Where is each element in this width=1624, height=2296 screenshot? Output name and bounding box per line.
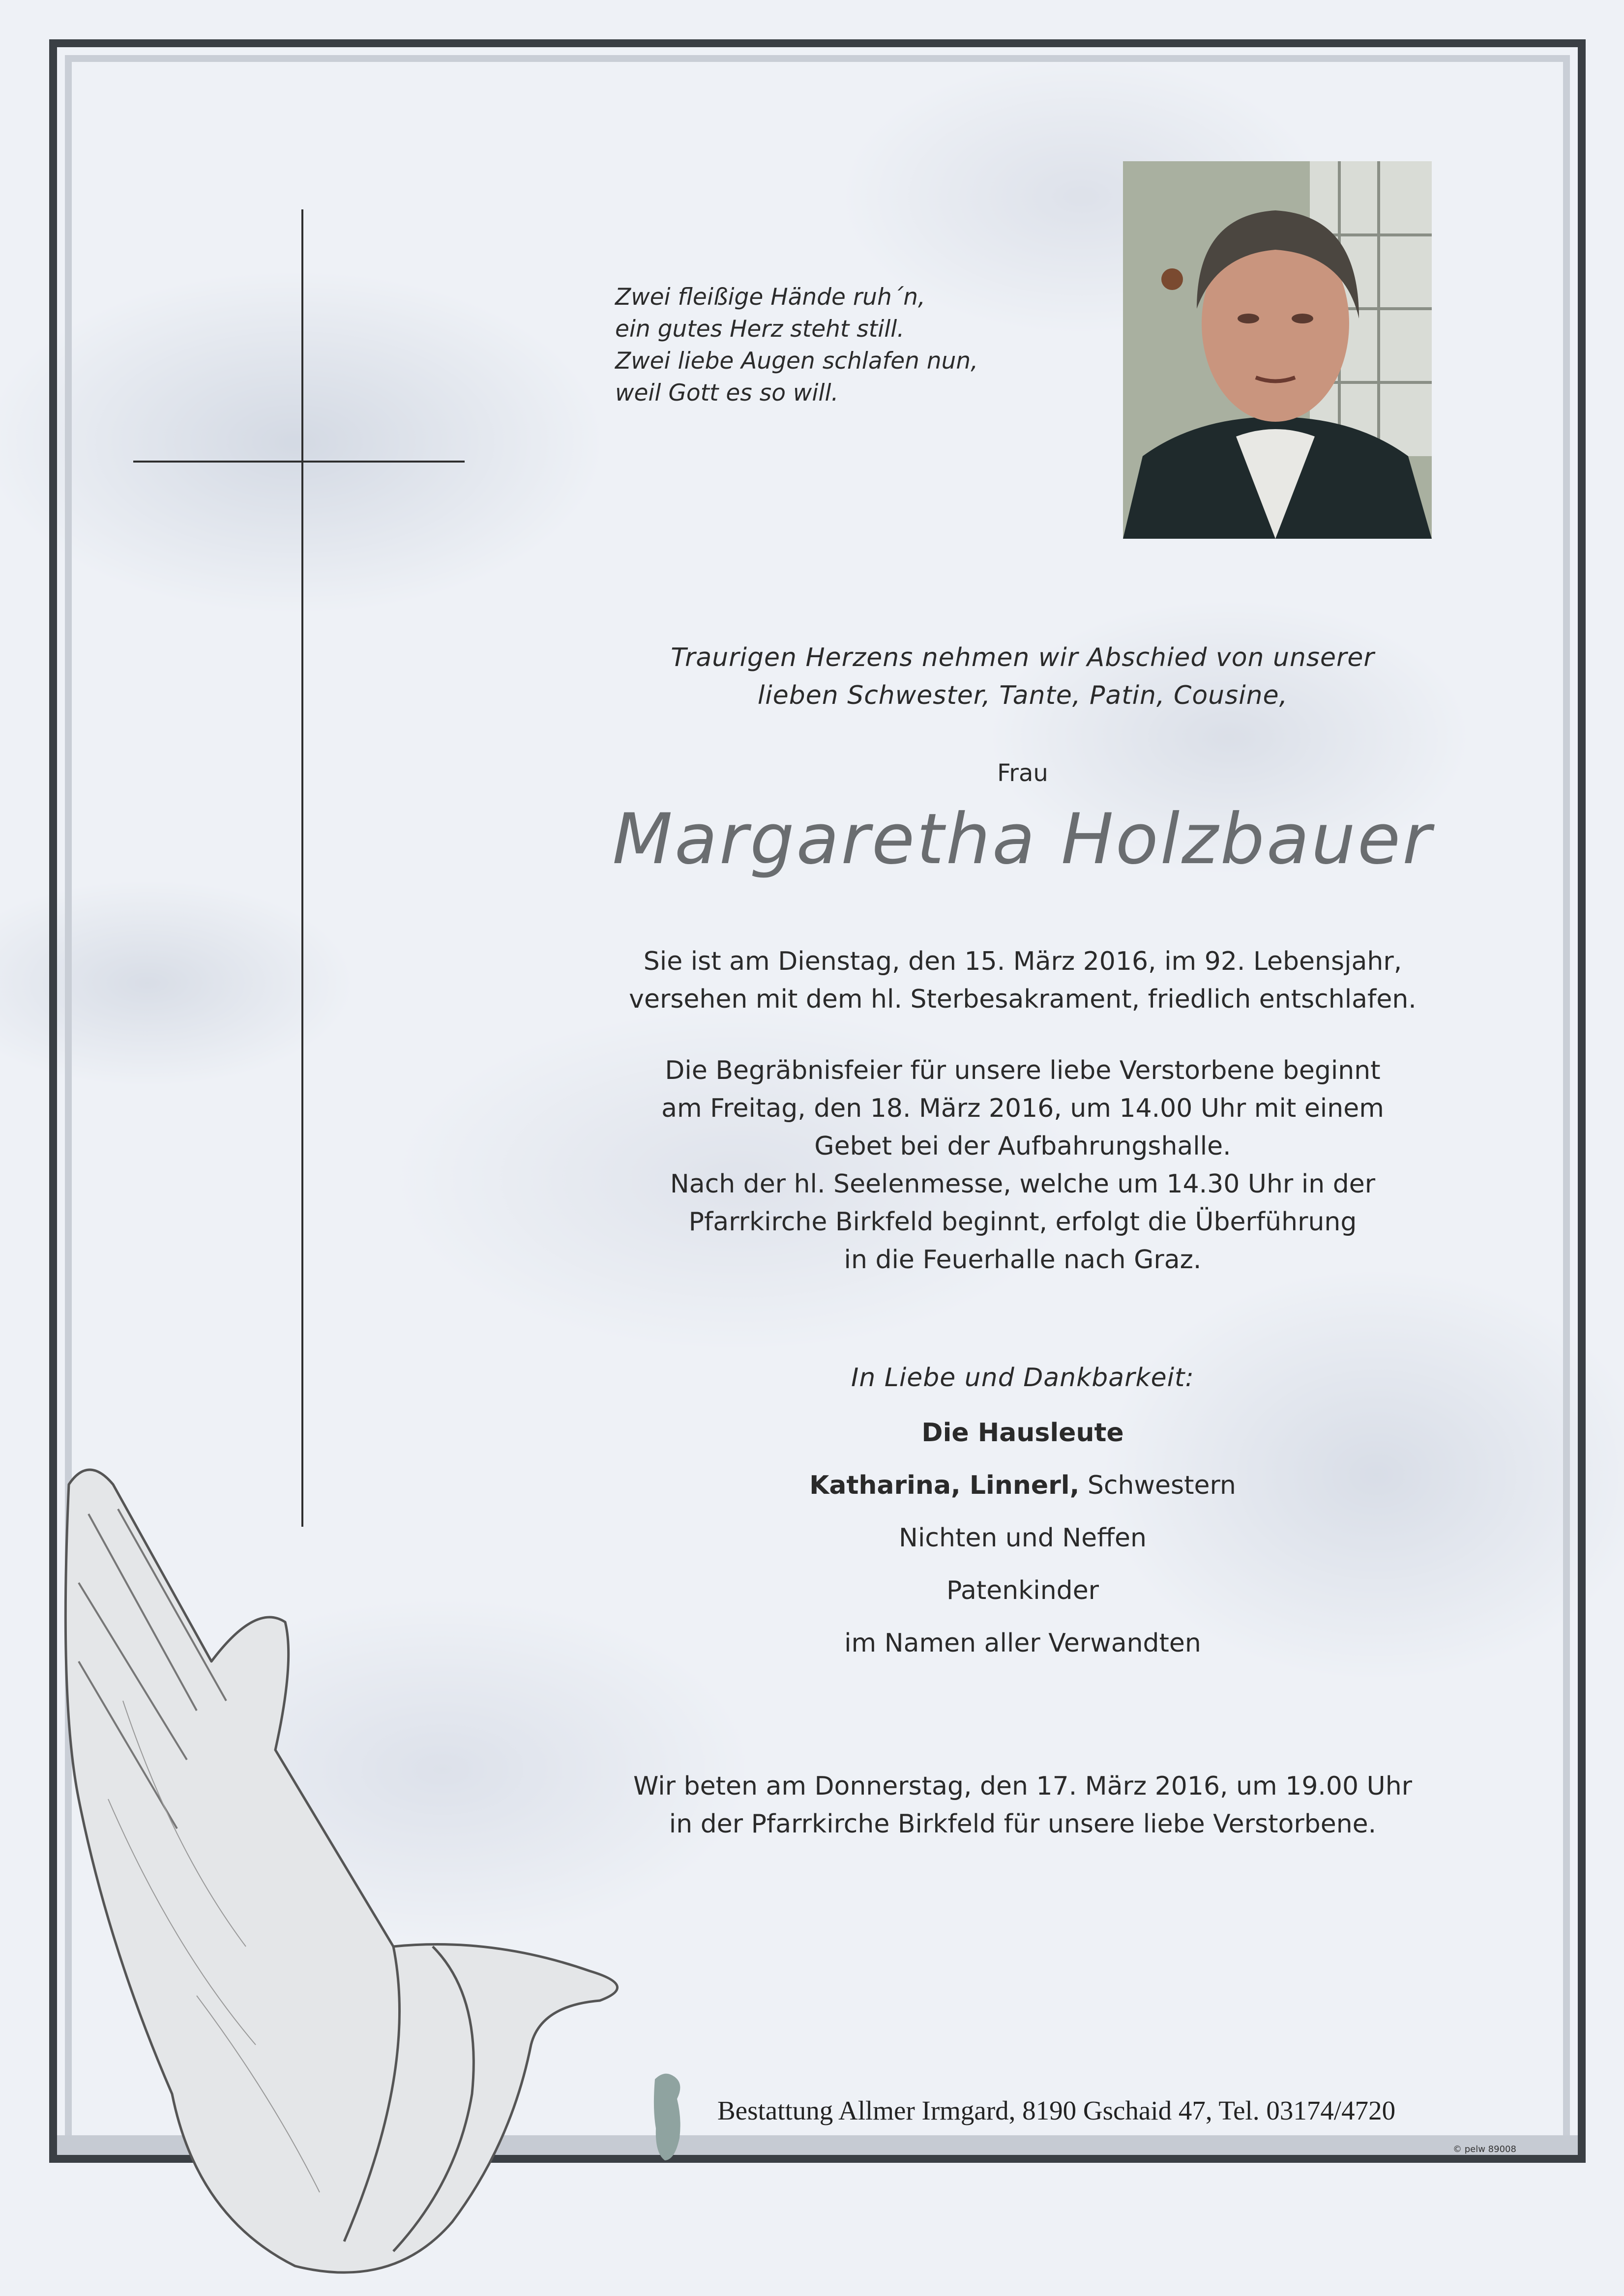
signer-line	[531, 1459, 1514, 1512]
notice-line: versehen mit dem hl. Sterbesakrament, friedlich entschlafen.	[629, 985, 1417, 1014]
funeral-home-footer: Bestattung Allmer Irmgard, 8190 Gschaid 47, Tel. 03174/4720	[717, 2095, 1396, 2125]
prayer-notice	[531, 1768, 1514, 1843]
funeral-line: Die Begräbnisfeier für unsere liebe Verstorbene beginnt	[665, 1056, 1381, 1085]
funeral-line: in die Feuerhalle nach Graz.	[844, 1245, 1202, 1275]
signer-line	[531, 1407, 1514, 1459]
poem-line: ein gutes Herz steht still.	[615, 316, 905, 343]
funeral-line: Nach der hl. Seelenmesse, welche um 14.30 Uhr in der	[670, 1169, 1376, 1199]
intro-line: lieben Schwester, Tante, Patin, Cousine,	[757, 681, 1288, 710]
signer-line: Nichten und Neffen	[899, 1523, 1147, 1553]
prayer-line: Wir beten am Donnerstag, den 17. März 2016, um 19.00 Uhr	[633, 1772, 1413, 1801]
deceased-name: Margaretha Holzbauer	[612, 799, 1433, 880]
copyright-mark: © pelw 89008	[1453, 2144, 1516, 2154]
signers	[531, 1407, 1514, 1670]
intro-line: Traurigen Herzens nehmen wir Abschied von unserer	[671, 643, 1375, 672]
salutation: Frau	[997, 759, 1048, 787]
signer-line: Patenkinder	[946, 1576, 1099, 1605]
signer-line: im Namen aller Verwandten	[844, 1628, 1201, 1658]
portrait-photo	[1123, 161, 1432, 539]
angel-icon	[650, 2069, 684, 2163]
cross-icon-bar	[133, 461, 465, 463]
signer-bold: Katharina, Linnerl,	[809, 1471, 1080, 1500]
cross-icon	[301, 209, 303, 1527]
poem	[615, 281, 978, 409]
intro-text	[531, 639, 1514, 715]
notice-line: Sie ist am Dienstag, den 15. März 2016, im 92. Lebensjahr,	[643, 947, 1402, 976]
funeral-details	[531, 1052, 1514, 1279]
funeral-line: Pfarrkirche Birkfeld beginnt, erfolgt die Überführung	[688, 1207, 1357, 1237]
poem-line: weil Gott es so will.	[615, 379, 839, 407]
poem-line: Zwei fleißige Hände ruh´n,	[615, 284, 925, 311]
signer-rest: Schwestern	[1079, 1471, 1236, 1500]
praying-hands-icon	[49, 1455, 629, 2296]
signer-bold: Die Hausleute	[921, 1418, 1124, 1448]
death-notice	[531, 943, 1514, 1018]
funeral-line: am Freitag, den 18. März 2016, um 14.00 Uhr mit einem	[661, 1094, 1384, 1123]
funeral-line: Gebet bei der Aufbahrungshalle.	[814, 1132, 1231, 1161]
poem-line: Zwei liebe Augen schlafen nun,	[615, 348, 978, 375]
prayer-line: in der Pfarrkirche Birkfeld für unsere liebe Verstorbene.	[669, 1809, 1377, 1839]
closing-phrase: In Liebe und Dankbarkeit:	[851, 1363, 1194, 1393]
